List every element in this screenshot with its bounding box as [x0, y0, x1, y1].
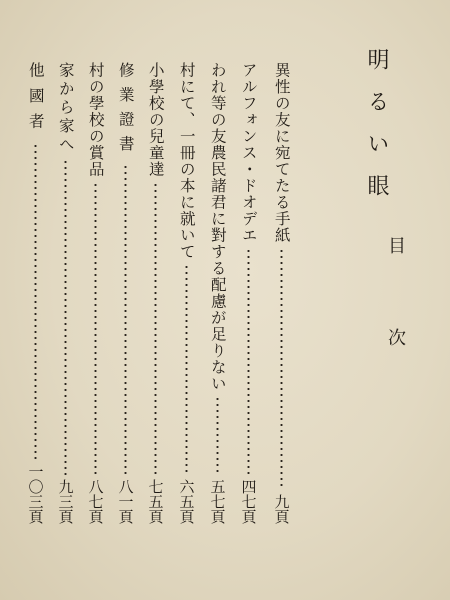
- toc-entry: [237, 62, 259, 524]
- toc-entry: [84, 62, 106, 524]
- toc-entry: [24, 62, 46, 524]
- toc-entry-title: 村にて、一冊の本に就いて: [177, 62, 196, 260]
- toc-entry-page: 一〇三頁: [26, 464, 45, 524]
- toc-entry-page: 八七頁: [86, 479, 105, 524]
- dot-leader: [280, 248, 283, 491]
- dot-leader: [154, 182, 157, 476]
- toc-entry-page: 九三頁: [56, 479, 75, 524]
- dot-leader: [124, 164, 127, 475]
- toc-entry: [175, 62, 197, 524]
- dot-leader: [185, 264, 188, 475]
- toc-entry-page: 八一頁: [116, 479, 135, 524]
- toc-entry-page: 九頁: [272, 494, 291, 524]
- dot-leader: [216, 396, 219, 475]
- toc-entry-title: 小學校の兒童達: [146, 62, 165, 178]
- toc-entry: [54, 62, 76, 524]
- toc-entry-page: 四七頁: [239, 479, 258, 524]
- toc-entry-page: 五七頁: [208, 479, 227, 524]
- book-title: 明るい眼: [364, 48, 389, 216]
- toc-entry-title: 他國者: [26, 62, 45, 139]
- toc-entry: [206, 62, 228, 524]
- dot-leader: [94, 182, 97, 476]
- toc-entry: [270, 62, 292, 524]
- toc-entry-title: 家から家へ: [56, 62, 75, 155]
- contents-heading: 目次: [385, 236, 406, 420]
- dot-leader: [34, 143, 37, 461]
- dot-leader: [64, 159, 67, 476]
- dot-leader: [247, 248, 250, 476]
- toc-entry-title: われ等の友農民諸君に對する配慮が足りない: [208, 62, 227, 392]
- toc-entry-title: 異性の友に宛てたる手紙: [272, 62, 291, 244]
- toc-entry-page: 六五頁: [177, 479, 196, 524]
- toc-entry-page: 七五頁: [146, 479, 165, 524]
- toc-entry: [114, 62, 136, 524]
- toc-entry: [144, 62, 166, 524]
- toc-entry-title: 村の學校の賞品: [86, 62, 105, 178]
- toc-entry-title: アルフォンス・ドオデエ: [239, 62, 258, 244]
- toc-entry-title: 修業證書: [116, 62, 135, 160]
